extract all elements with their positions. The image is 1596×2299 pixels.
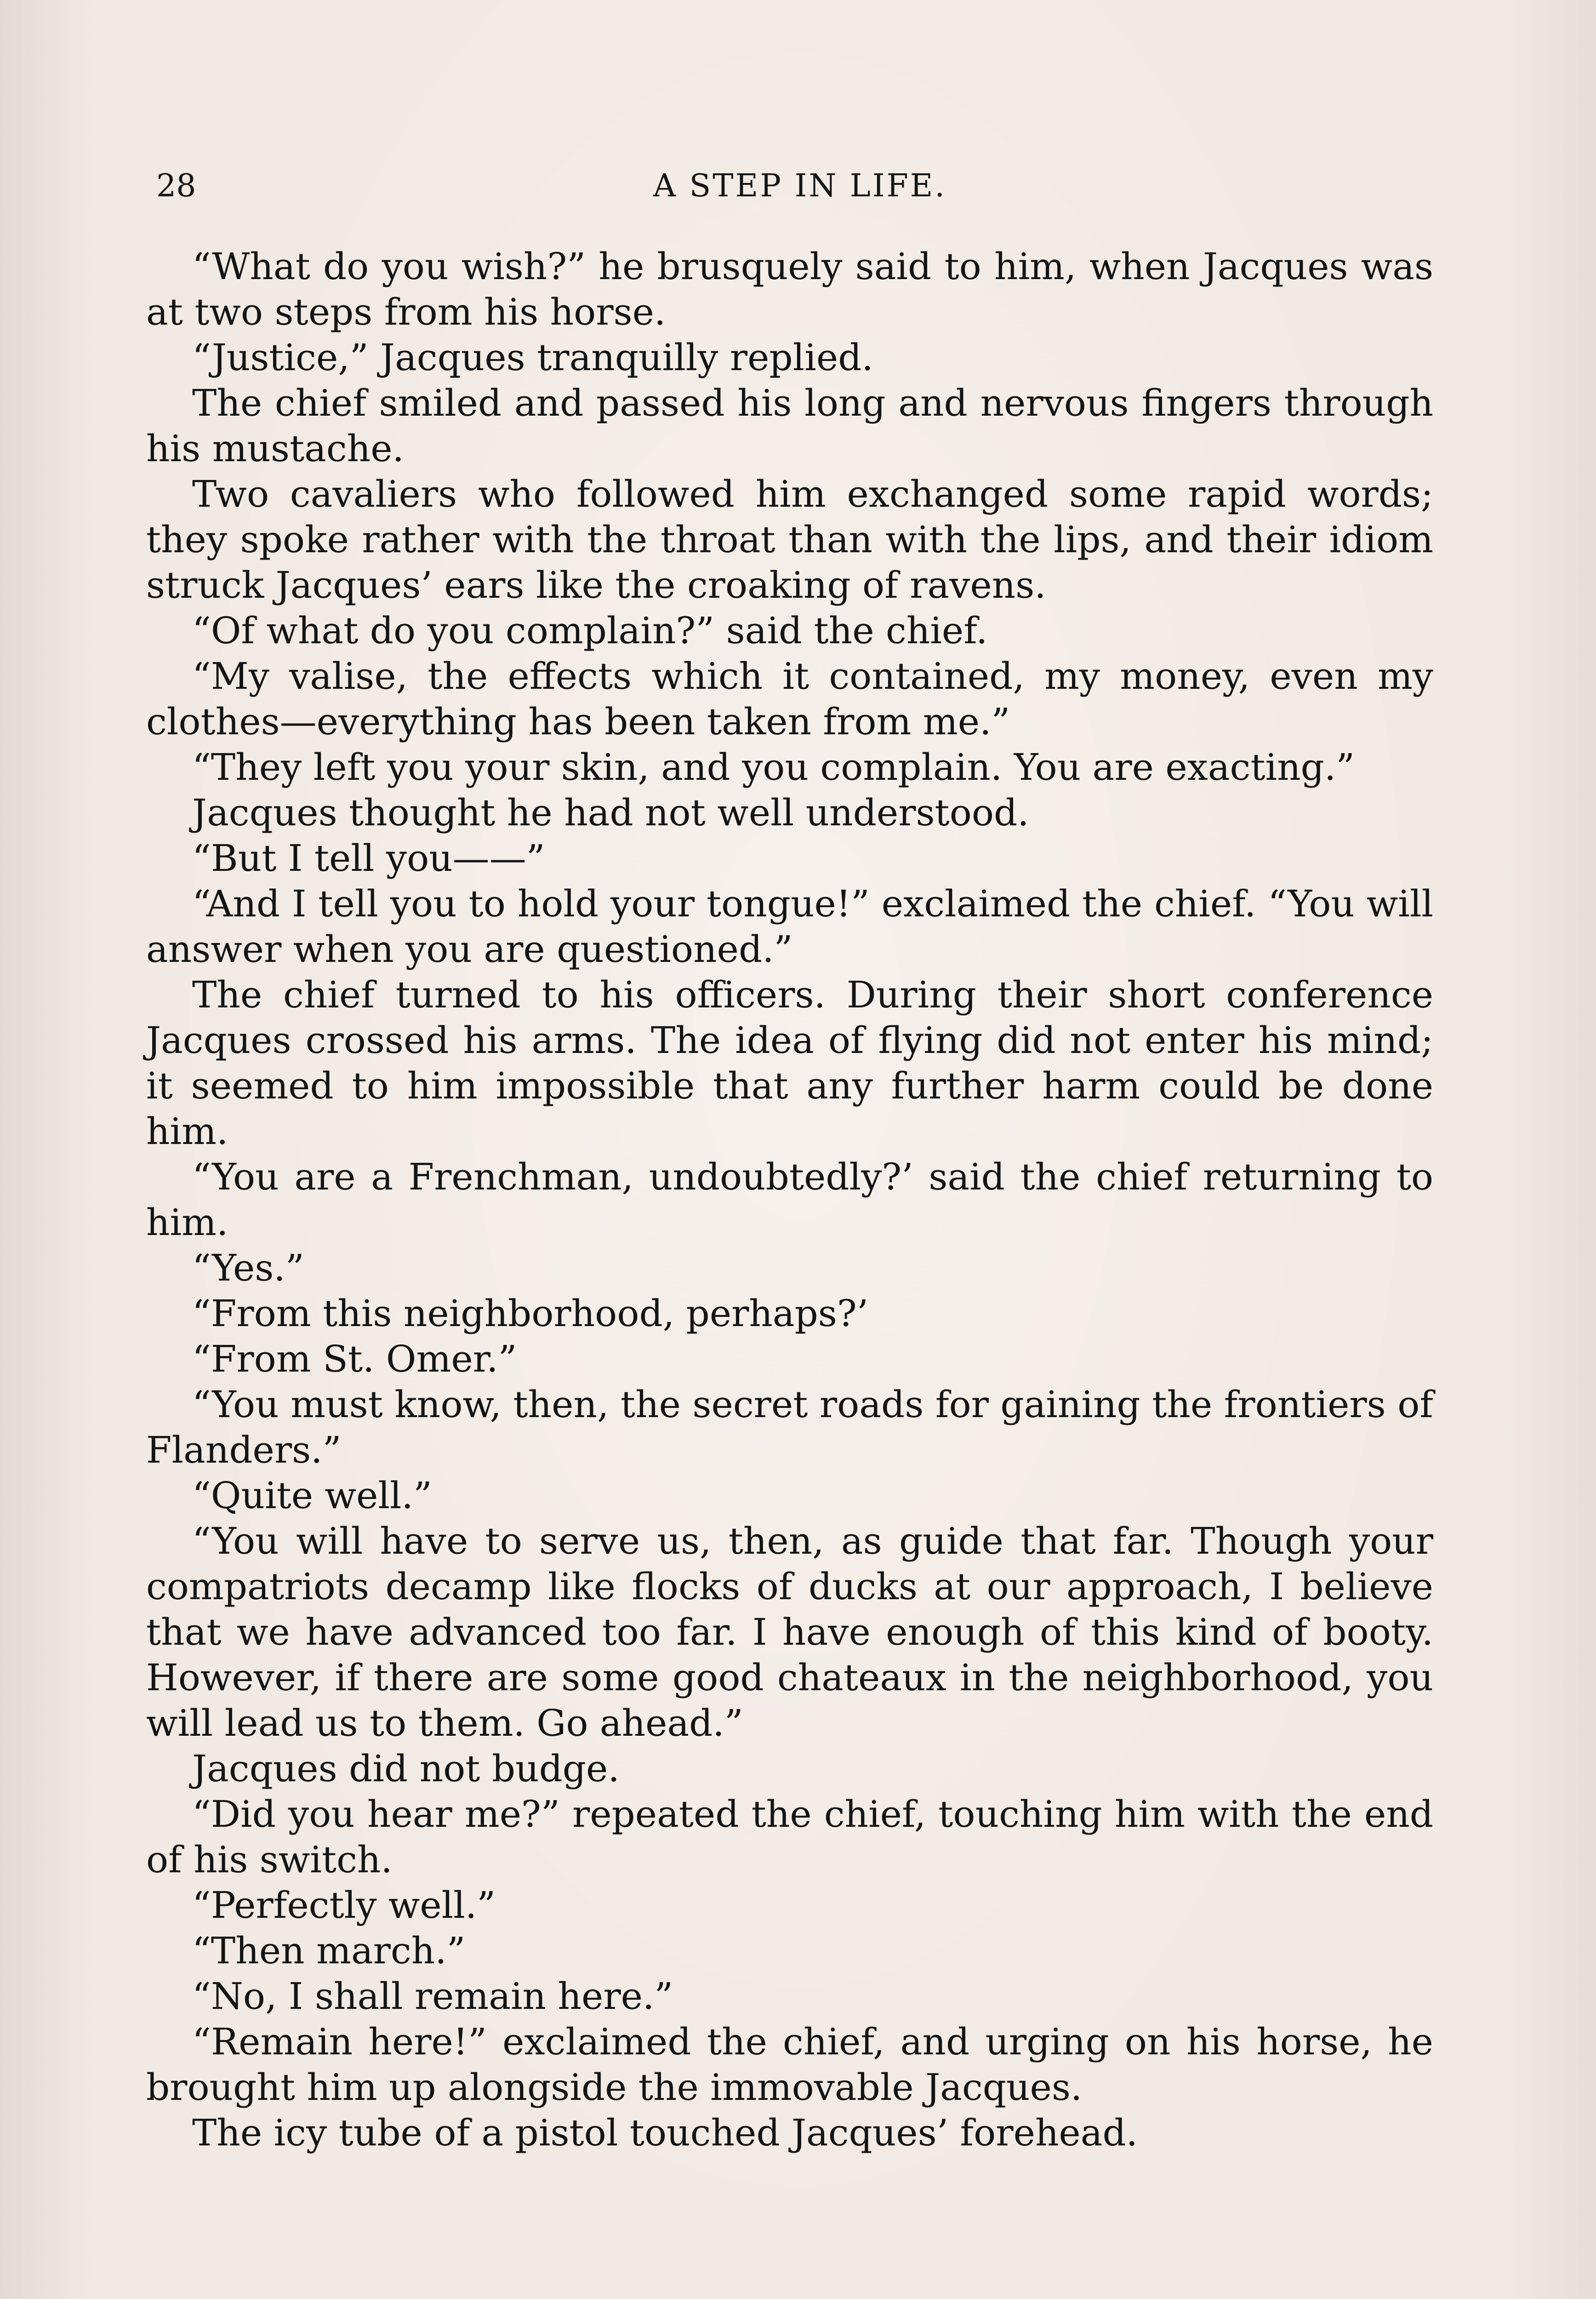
paragraph: “Justice,” Jacques tranquilly replied. bbox=[192, 336, 873, 379]
paragraph: “My valise, the effects which it contained, my money, even my clothes—everything has been taken from me.” bbox=[146, 655, 1433, 743]
paragraph: “But I tell you——” bbox=[192, 837, 545, 880]
paragraph: The chief smiled and passed his long and nervous fingers through his mustache. bbox=[146, 382, 1433, 470]
paragraph: “You will have to serve us, then, as guide that far. Though your compatriots decamp like flocks of ducks at our approach, I believe that we have advanced too far. I have enough of this kind of booty. However, if there are some good chateaux in the neighborhood, you will lead us to them. Go ahead.” bbox=[146, 1520, 1433, 1744]
paragraph: “Yes.” bbox=[192, 1247, 304, 1289]
page-number: 28 bbox=[156, 168, 196, 204]
paragraph: “Did you hear me?” repeated the chief, touching him with the end of his switch. bbox=[146, 1793, 1433, 1881]
paragraph: “What do you wish?” he brusquely said to him, when Jacques was at two steps from his horse. bbox=[146, 245, 1433, 333]
paragraph: Jacques thought he had not well understood. bbox=[192, 791, 1029, 834]
body-text bbox=[146, 244, 1433, 2156]
running-head bbox=[156, 163, 1443, 209]
paragraph: Two cavaliers who followed him exchanged some rapid words; they spoke rather with the throat than with the lips, and their idiom struck Jacques’ ears like the croaking of ravens. bbox=[146, 473, 1433, 606]
paragraph: “No, I shall remain here.” bbox=[192, 1975, 673, 2018]
paragraph: “From this neighborhood, perhaps?’ bbox=[192, 1292, 869, 1335]
paragraph: “From St. Omer.” bbox=[192, 1338, 517, 1380]
paragraph: The chief turned to his officers. During their short conference Jacques crossed his arms. The idea of flying did not enter his mind; it seemed to him impossible that any further harm could be done him. bbox=[146, 973, 1433, 1153]
paragraph: “They left you your skin, and you complain. You are exacting.” bbox=[192, 746, 1355, 789]
paragraph: “Perfectly well.” bbox=[192, 1884, 496, 1927]
paragraph: “Of what do you complain?” said the chief. bbox=[192, 609, 988, 652]
paragraph: Jacques did not budge. bbox=[192, 1747, 620, 1790]
paragraph: “You are a Frenchman, undoubtedly?’ said the chief returning to him. bbox=[146, 1155, 1433, 1244]
paragraph: “And I tell you to hold your tongue!” exclaimed the chief. “You will answer when you are questioned.” bbox=[146, 882, 1433, 971]
running-title: A STEP IN LIFE. bbox=[653, 168, 947, 204]
paragraph: The icy tube of a pistol touched Jacques’ forehead. bbox=[192, 2111, 1138, 2154]
paragraph: “Then march.” bbox=[192, 1929, 466, 1972]
paragraph: “Remain here!” exclaimed the chief, and urging on his horse, he brought him up alongside the immovable Jacques. bbox=[146, 2020, 1433, 2109]
paragraph: “You must know, then, the secret roads for gaining the frontiers of Flanders.” bbox=[146, 1383, 1433, 1471]
paragraph: “Quite well.” bbox=[192, 1474, 432, 1517]
